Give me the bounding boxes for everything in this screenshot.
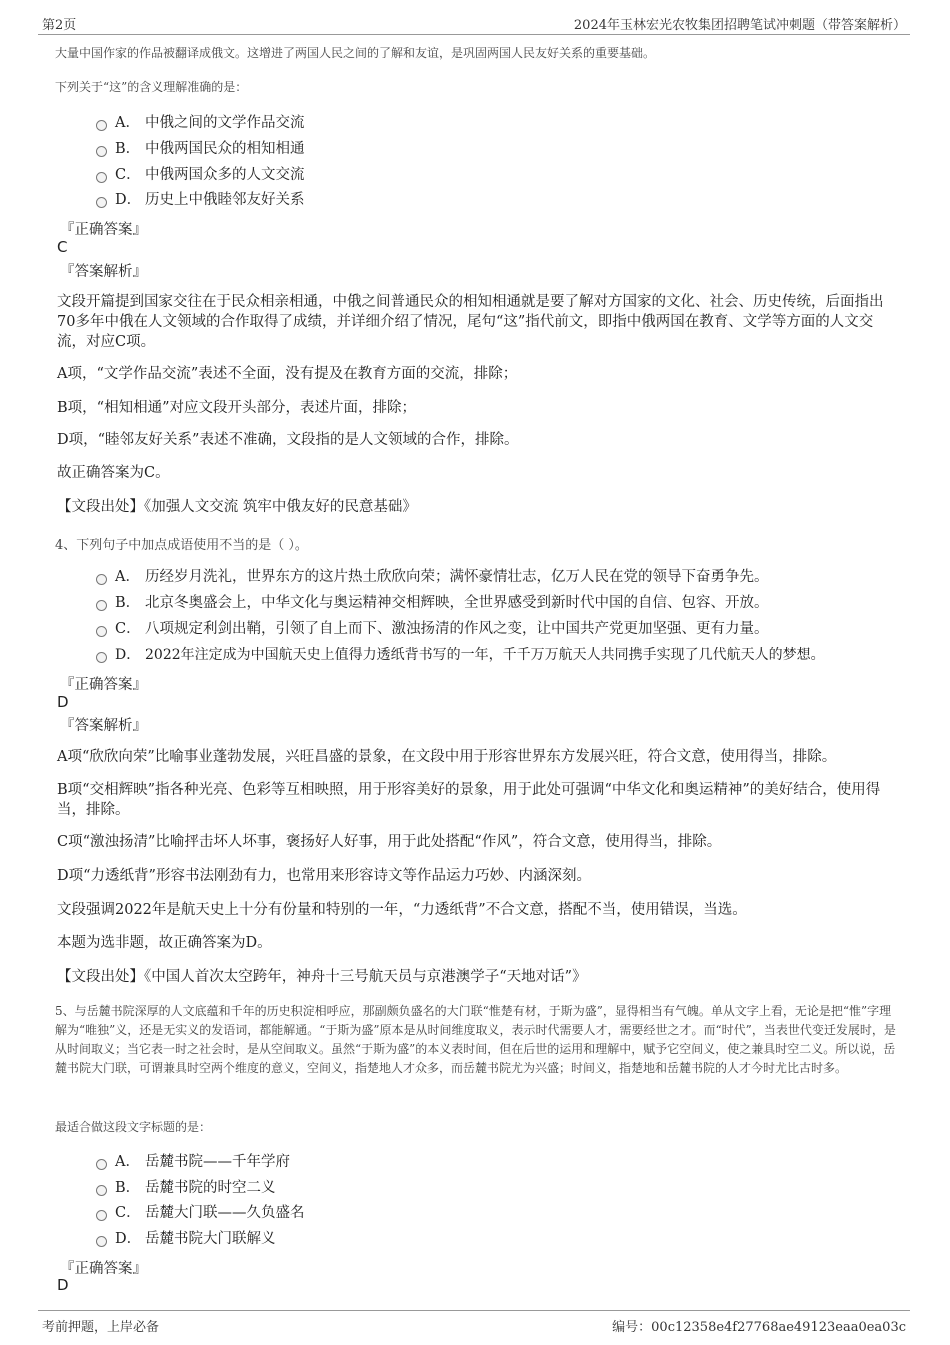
option-letter: A． bbox=[115, 115, 140, 131]
radio-button-icon[interactable] bbox=[96, 1236, 107, 1247]
q4-option-a[interactable] bbox=[96, 566, 769, 588]
q4-source: 【文段出处】《中国人首次太空跨年，神舟十三号航天员与京港澳学子“天地对话”》 bbox=[57, 969, 587, 985]
q3-analysis-paragraph: B项，“相知相通”对应文段开头部分，表述片面，排除； bbox=[57, 400, 416, 416]
q3-passage: 大量中国作家的作品被翻译成俄文。这增进了两国人民之间的了解和友谊，是巩固两国人民友好关系的重要基础。 bbox=[55, 46, 656, 60]
option-text: 岳麓书院大门联解义 bbox=[145, 1231, 276, 1247]
option-text: 历史上中俄睦邻友好关系 bbox=[145, 192, 305, 208]
option-letter: A． bbox=[115, 569, 140, 585]
q4-option-d[interactable] bbox=[96, 644, 825, 666]
q4-analysis-paragraph: D项“力透纸背”形容书法刚劲有力，也常用来形容诗文等作品运力巧妙、内涵深刻。 bbox=[57, 868, 591, 884]
q5-option-c[interactable] bbox=[96, 1202, 305, 1224]
option-text: 中俄两国民众的相知相通 bbox=[145, 141, 305, 157]
footer-slogan: 考前押题，上岸必备 bbox=[42, 1320, 160, 1335]
document-id: 编号：00c12358e4f27768ae49123eaa0ea03c bbox=[612, 1320, 906, 1335]
q3-option-d[interactable] bbox=[96, 189, 305, 211]
page-footer bbox=[38, 1310, 910, 1339]
option-text: 岳麓大门联——久负盛名 bbox=[145, 1205, 305, 1221]
option-letter: D． bbox=[115, 1231, 142, 1247]
q4-option-c[interactable] bbox=[96, 618, 769, 640]
q5-prompt: 最适合做这段文字标题的是： bbox=[55, 1120, 212, 1134]
radio-button-icon[interactable] bbox=[96, 1185, 107, 1196]
option-text: 北京冬奥盛会上，中华文化与奥运精神交相辉映，全世界感受到新时代中国的自信、包容、开放。 bbox=[145, 595, 769, 611]
radio-button-icon[interactable] bbox=[96, 1159, 107, 1170]
page-header bbox=[38, 12, 910, 35]
q4-analysis-paragraph: C项“激浊扬清”比喻抨击坏人坏事，褒扬好人好事，用于此处搭配“作风”，符合文意，使用得当，排除。 bbox=[57, 834, 722, 850]
q4-analysis-label: 『答案解析』 bbox=[60, 718, 147, 734]
option-letter: C． bbox=[115, 621, 141, 637]
option-letter: D． bbox=[115, 192, 142, 208]
q4-answer: D bbox=[57, 693, 69, 711]
option-letter: B． bbox=[115, 1180, 141, 1196]
q3-analysis-paragraph: 故正确答案为C。 bbox=[57, 465, 170, 481]
q3-analysis-paragraph: D项，“睦邻友好关系”表述不准确，文段指的是人文领域的合作，排除。 bbox=[57, 432, 519, 448]
option-letter: B． bbox=[115, 141, 141, 157]
radio-button-icon[interactable] bbox=[96, 574, 107, 585]
radio-button-icon[interactable] bbox=[96, 197, 107, 208]
q4-option-b[interactable] bbox=[96, 592, 769, 614]
q5-option-b[interactable] bbox=[96, 1177, 276, 1199]
q5-answer-label: 『正确答案』 bbox=[60, 1261, 147, 1277]
radio-button-icon[interactable] bbox=[96, 626, 107, 637]
q4-analysis-paragraph: B项“交相辉映”指各种光亮、色彩等互相映照，用于形容美好的景象，用于此处可强调“中华文化和奥运精神”的美好结合，使用得当，排除。 bbox=[57, 782, 881, 818]
q3-option-a[interactable] bbox=[96, 112, 305, 134]
radio-button-icon[interactable] bbox=[96, 120, 107, 131]
q4-analysis-paragraph: 文段强调2022年是航天史上十分有份量和特别的一年，“力透纸背”不合文意，搭配不当，使用错误，当选。 bbox=[57, 902, 747, 918]
q3-source: 【文段出处】《加强人文交流 筑牢中俄友好的民意基础》 bbox=[57, 499, 417, 515]
q3-analysis-paragraph: 文段开篇提到国家交往在于民众相亲相通，中俄之间普通民众的相知相通就是要了解对方国家的文化、社会、历史传统，后面指出70多年中俄在人文领域的合作取得了成绩，并详细介绍了情况，尾句“这”指代前文，即指中俄两国在教育、文学等方面的人文交流，对应C项。 bbox=[57, 294, 884, 350]
q4-analysis-paragraph: 本题为选非题，故正确答案为D。 bbox=[57, 935, 272, 951]
radio-button-icon[interactable] bbox=[96, 172, 107, 183]
page-number: 第2页 bbox=[42, 18, 77, 33]
option-text: 历经岁月洗礼，世界东方的这片热土欣欣向荣；满怀豪情壮志，亿万人民在党的领导下奋勇争先。 bbox=[145, 569, 769, 585]
option-text: 岳麓书院的时空二义 bbox=[145, 1180, 276, 1196]
radio-button-icon[interactable] bbox=[96, 652, 107, 663]
q4-prompt: 4、下列句子中加点成语使用不当的是（ ）。 bbox=[55, 538, 308, 553]
option-letter: C． bbox=[115, 1205, 141, 1221]
option-text: 中俄之间的文学作品交流 bbox=[145, 115, 305, 131]
q3-analysis-paragraph: A项，“文学作品交流”表述不全面，没有提及在教育方面的交流，排除； bbox=[57, 366, 518, 382]
q3-prompt: 下列关于“这”的含义理解准确的是： bbox=[55, 80, 248, 94]
q4-answer-label: 『正确答案』 bbox=[60, 677, 147, 693]
option-text: 中俄两国众多的人文交流 bbox=[145, 167, 305, 183]
option-letter: D． bbox=[115, 647, 141, 663]
radio-button-icon[interactable] bbox=[96, 600, 107, 611]
option-letter: B． bbox=[115, 595, 141, 611]
q3-analysis-label: 『答案解析』 bbox=[60, 264, 147, 280]
q5-option-a[interactable] bbox=[96, 1151, 290, 1173]
q5-option-d[interactable] bbox=[96, 1228, 276, 1250]
radio-button-icon[interactable] bbox=[96, 1210, 107, 1221]
q4-analysis-paragraph: A项“欣欣向荣”比喻事业蓬勃发展，兴旺昌盛的景象，在文段中用于形容世界东方发展兴旺，符合文意，使用得当，排除。 bbox=[57, 749, 837, 765]
option-letter: C． bbox=[115, 167, 141, 183]
q5-answer: D bbox=[57, 1276, 69, 1294]
q3-option-c[interactable] bbox=[96, 164, 305, 186]
option-text: 八项规定利剑出鞘，引领了自上而下、激浊扬清的作风之变，让中国共产党更加坚强、更有力量。 bbox=[145, 621, 769, 637]
q3-answer: C bbox=[57, 238, 68, 256]
q5-passage: 5、与岳麓书院深厚的人文底蕴和千年的历史积淀相呼应，那副颇负盛名的大门联“惟楚有材，于斯为盛”，显得相当有气魄。单从文字上看，无论是把“惟”字理解为“唯独”义，还是无实义的发语词，都能解通。“于斯为盛”原本是从时间维度取义，表示时代需要人才，需要经世之才。而“时代”，当表世代变迁发展时，是从时间取义；当它表一时之社会时，是从空间取义。虽然“于斯为盛”的本义表时间，但在后世的运用和理解中，赋予它空间义，使之兼具时空二义。所以说，岳麓书院大门联，可谓兼具时空两个维度的意义，空间义，指楚地人才众多，而岳麓书院尤为兴盛；时间义，指楚地和岳麓书院的人才今时尤比古时多。 bbox=[55, 1004, 896, 1075]
option-letter: A． bbox=[115, 1154, 140, 1170]
radio-button-icon[interactable] bbox=[96, 146, 107, 157]
option-text: 2022年注定成为中国航天史上值得力透纸背书写的一年，千千万万航天人共同携手实现了几代航天人的梦想。 bbox=[145, 647, 825, 663]
q3-option-b[interactable] bbox=[96, 138, 305, 160]
q3-answer-label: 『正确答案』 bbox=[60, 222, 147, 238]
option-text: 岳麓书院——千年学府 bbox=[145, 1154, 290, 1170]
document-title: 2024年玉林宏光农牧集团招聘笔试冲刺题（带答案解析） bbox=[573, 18, 906, 33]
